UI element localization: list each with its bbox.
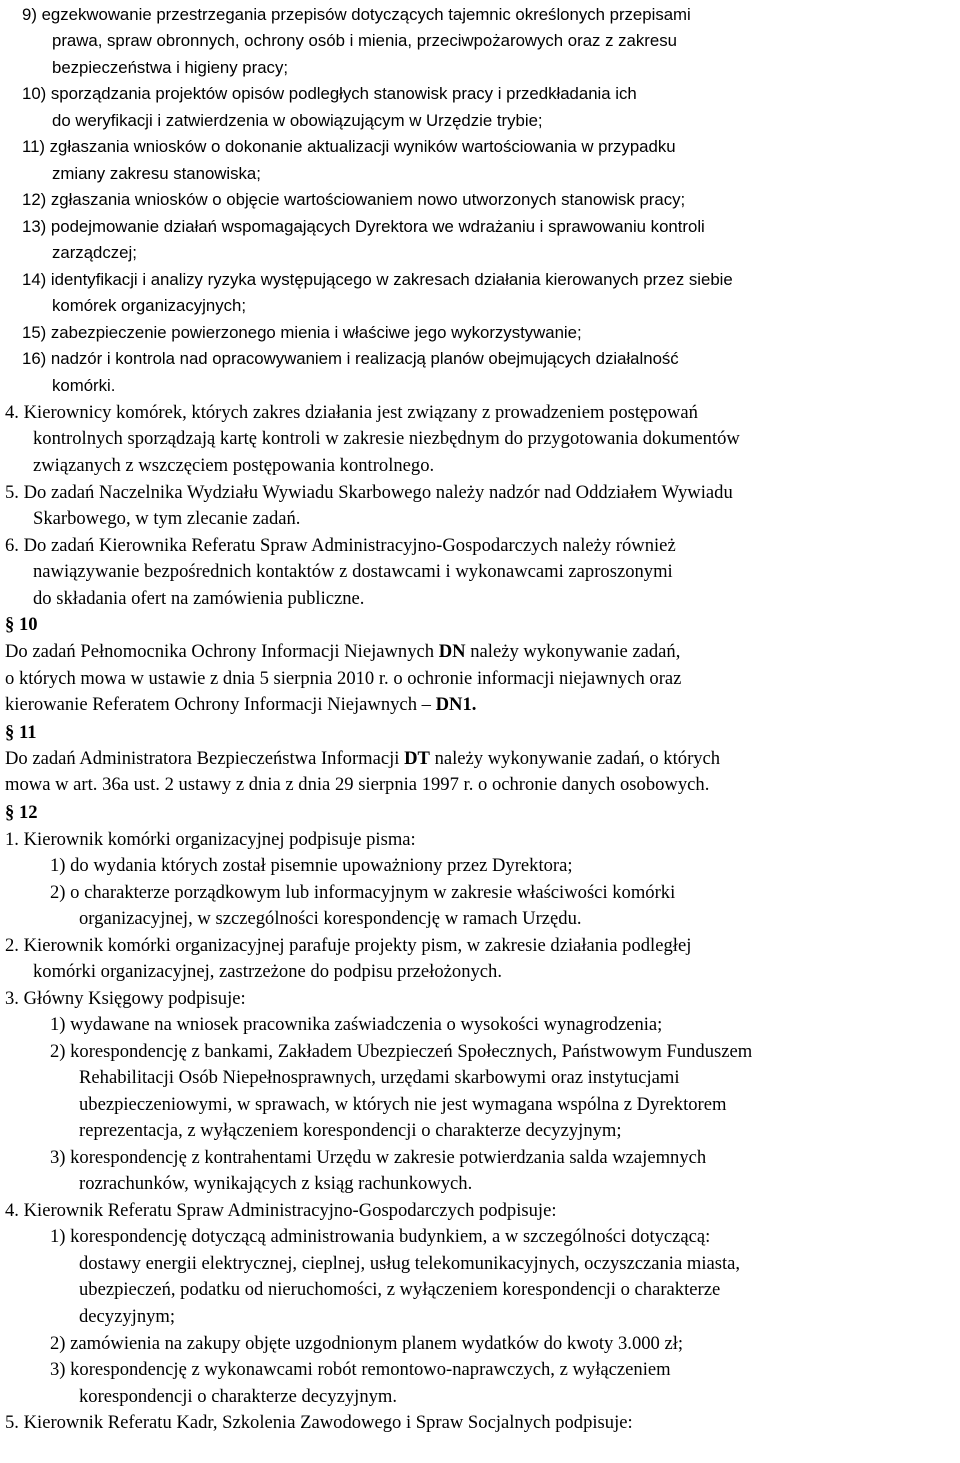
text-line: zarządczej; xyxy=(52,243,137,262)
text-line: ubezpieczeniowymi, w sprawach, w których nie jest wymagana wspólna z Dyrektorem xyxy=(79,1094,727,1115)
text-line: do weryfikacji i zatwierdzenia w obowiązującym w Urzędzie trybie; xyxy=(52,111,543,130)
text-line: 15) zabezpieczenie powierzonego mienia i właściwe jego wykorzystywanie; xyxy=(22,323,582,342)
text-line: Skarbowego, w tym zlecanie zadań. xyxy=(33,508,301,529)
text-line: komórek organizacyjnych; xyxy=(52,296,247,315)
text-line: komórki. xyxy=(52,376,116,395)
text-line: 5. Kierownik Referatu Kadr, Szkolenia Zawodowego i Spraw Socjalnych podpisuje: xyxy=(5,1412,633,1433)
text-line: 12) zgłaszania wniosków o objęcie wartościowaniem nowo utworzonych stanowisk pracy; xyxy=(22,190,686,209)
text-line: dostawy energii elektrycznej, cieplnej, usług telekomunikacyjnych, oczyszczania miasta, xyxy=(79,1253,741,1274)
text-line: 1) do wydania których został pisemnie upoważniony przez Dyrektora; xyxy=(50,855,573,876)
text-line: 1) korespondencję dotyczącą administrowania budynkiem, a w szczególności dotyczącą: xyxy=(50,1226,711,1247)
text-line: kierowanie Referatem Ochrony Informacji Niejawnych – DN1. xyxy=(5,694,477,715)
text-line: rozrachunków, wynikających z ksiąg rachunkowych. xyxy=(79,1173,473,1194)
text-line: 11) zgłaszania wniosków o dokonanie aktualizacji wyników wartościowania w przypadku xyxy=(22,137,676,156)
text-line: 5. Do zadań Naczelnika Wydziału Wywiadu Skarbowego należy nadzór nad Oddziałem Wywiadu xyxy=(5,482,733,503)
text-line: Do zadań Pełnomocnika Ochrony Informacji Niejawnych DN należy wykonywanie zadań, xyxy=(5,641,681,662)
text-line: 9) egzekwowanie przestrzegania przepisów dotyczących tajemnic określonych przepisami xyxy=(22,5,691,24)
text-line: 10) sporządzania projektów opisów podległych stanowisk pracy i przedkładania ich xyxy=(22,84,637,103)
text-line: 2) korespondencję z bankami, Zakładem Ubezpieczeń Społecznych, Państwowym Funduszem xyxy=(50,1041,753,1062)
text-line: 3) korespondencję z kontrahentami Urzędu w zakresie potwierdzania salda wzajemnych xyxy=(50,1147,707,1168)
text-line: 1) wydawane na wniosek pracownika zaświadczenia o wysokości wynagrodzenia; xyxy=(50,1014,663,1035)
text-line: § 11 xyxy=(5,722,37,743)
text-line: Do zadań Administratora Bezpieczeństwa Informacji DT należy wykonywanie zadań, o których xyxy=(5,748,721,769)
text-line: 4. Kierownicy komórek, których zakres działania jest związany z prowadzeniem postępowań xyxy=(5,402,698,423)
text-line: reprezentacja, z wyłączeniem korespondencji o charakterze decyzyjnym; xyxy=(79,1120,622,1141)
text-line: bezpieczeństwa i higieny pracy; xyxy=(52,58,288,77)
text-line: nawiązywanie bezpośrednich kontaktów z dostawcami i wykonawcami zaproszonymi xyxy=(33,561,673,582)
text-line: § 10 xyxy=(5,614,38,635)
text-line: mowa w art. 36a ust. 2 ustawy z dnia z dnia 29 sierpnia 1997 r. o ochronie danych osobowych. xyxy=(5,774,710,795)
text-line: 3) korespondencję z wykonawcami robót remontowo-naprawczych, z wyłączeniem xyxy=(50,1359,671,1380)
text-line: prawa, spraw obronnych, ochrony osób i mienia, przeciwpożarowych oraz z zakresu xyxy=(52,31,677,50)
text-line: Rehabilitacji Osób Niepełnosprawnych, urzędami skarbowymi oraz instytucjami xyxy=(79,1067,680,1088)
text-line: decyzyjnym; xyxy=(79,1306,176,1327)
text-line: 4. Kierownik Referatu Spraw Administracyjno-Gospodarczych podpisuje: xyxy=(5,1200,557,1221)
text-line: 1. Kierownik komórki organizacyjnej podpisuje pisma: xyxy=(5,829,416,850)
text-line: organizacyjnej, w szczególności korespondencję w ramach Urzędu. xyxy=(79,908,582,929)
text-line: 14) identyfikacji i analizy ryzyka występującego w zakresach działania kierowanych przez siebie xyxy=(22,270,733,289)
text-line: korespondencji o charakterze decyzyjnym. xyxy=(79,1386,398,1407)
text-line: ubezpieczeń, podatku od nieruchomości, z wyłączeniem korespondencji o charakterze xyxy=(79,1279,721,1300)
text-line: 2. Kierownik komórki organizacyjnej parafuje projekty pism, w zakresie działania podległej xyxy=(5,935,692,956)
text-line: § 12 xyxy=(5,802,38,823)
text-line: 3. Główny Księgowy podpisuje: xyxy=(5,988,246,1009)
text-line: 13) podejmowanie działań wspomagających Dyrektora we wdrażaniu i sprawowaniu kontroli xyxy=(22,217,705,236)
text-line: 6. Do zadań Kierownika Referatu Spraw Administracyjno-Gospodarczych należy również xyxy=(5,535,676,556)
text-line: zmiany zakresu stanowiska; xyxy=(52,164,261,183)
text-line: o których mowa w ustawie z dnia 5 sierpnia 2010 r. o ochronie informacji niejawnych oraz xyxy=(5,668,682,689)
text-line: 2) o charakterze porządkowym lub informacyjnym w zakresie właściwości komórki xyxy=(50,882,676,903)
text-line: 16) nadzór i kontrola nad opracowywaniem i realizacją planów obejmujących działalność xyxy=(22,349,679,368)
text-line: związanych z wszczęciem postępowania kontrolnego. xyxy=(33,455,435,476)
text-line: kontrolnych sporządzają kartę kontroli w zakresie niezbędnym do przygotowania dokumentów xyxy=(33,428,740,449)
text-line: do składania ofert na zamówienia publiczne. xyxy=(33,588,365,609)
text-line: komórki organizacyjnej, zastrzeżone do podpisu przełożonych. xyxy=(33,961,502,982)
text-line: 2) zamówienia na zakupy objęte uzgodnionym planem wydatków do kwoty 3.000 zł; xyxy=(50,1333,684,1354)
